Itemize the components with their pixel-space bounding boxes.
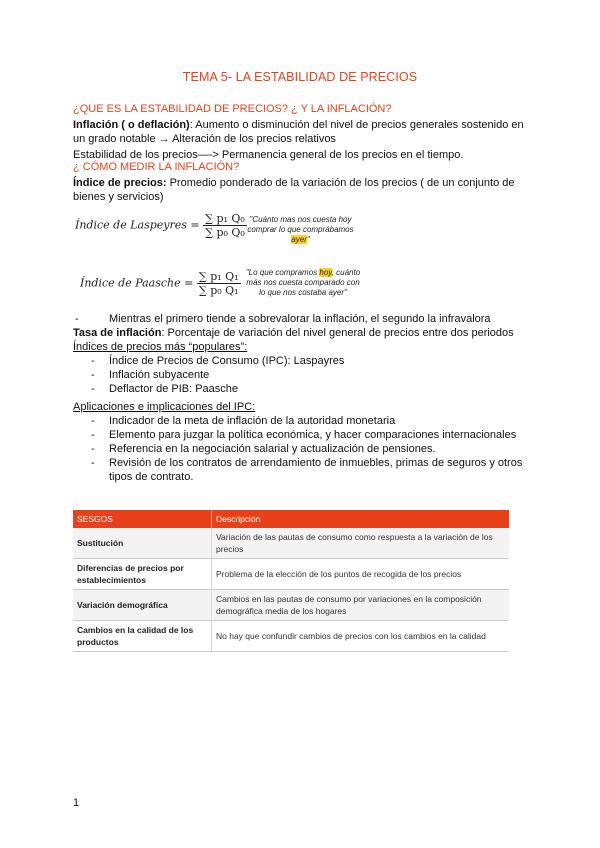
compare-list <box>73 312 543 326</box>
table-cell-description: Variación de las pautas de consumo como respuesta a la variación de los precios <box>212 528 510 559</box>
table-row <box>73 621 509 652</box>
laspeyres-equals: = <box>190 218 200 232</box>
table-header-sesgos: SESGOS <box>73 510 212 528</box>
page-title: TEMA 5- LA ESTABILIDAD DE PRECIOS <box>182 70 418 84</box>
laspeyres-denominator: ∑ p₀ Q₀ <box>205 226 245 239</box>
list-item: - Índice de Precios de Consumo (IPC): Laspayres <box>89 354 529 368</box>
ipc-heading <box>73 400 533 414</box>
table-cell-bias: Diferencias de precios por establecimientos <box>73 559 212 590</box>
table-row <box>73 590 509 621</box>
laspeyres-quote <box>238 215 363 245</box>
table-cell-bias: Sustitución <box>73 528 212 559</box>
laspeyres-formula <box>75 212 247 239</box>
paasche-numerator: ∑ p₁ Q₁ <box>198 270 239 283</box>
laspeyres-quote-line2: comprar lo que comprábamos <box>247 225 354 234</box>
ipc-heading-text: Aplicaciones e implicaciones del IPC: <box>73 401 256 413</box>
table-cell-bias: Cambios en la calidad de los productos <box>73 621 212 652</box>
paasche-quote <box>238 268 368 298</box>
list-item: - Inflación subyacente <box>89 368 529 382</box>
table-cell-description: Problema de la elección de los puntos de recogida de los precios <box>212 559 510 590</box>
table-cell-description: No hay que confundir cambios de precios con los cambios en la calidad <box>212 621 510 652</box>
price-index-def-text: Promedio ponderado de la variación de los precios ( de un conjunto de bienes y servicios) <box>73 177 515 203</box>
page-number: 1 <box>73 797 80 809</box>
paasche-quote-highlight: hoy <box>319 268 332 277</box>
laspeyres-quote-end: " <box>306 235 310 244</box>
question-heading-stability: ¿QUE ES LA ESTABILIDAD DE PRECIOS? ¿ Y LA INFLACIÓN? <box>73 103 392 115</box>
paasche-quote-line3: lo que nos costaba ayer" <box>259 288 347 297</box>
list-item: - Deflactor de PIB: Paasche <box>89 382 529 396</box>
inflation-rate-def-text: : Porcentaje de variación del nivel general de precios entre dos periodos <box>161 327 514 339</box>
question-heading-measure: ¿ CÓMO MEDIR LA INFLACIÓN? <box>73 161 240 173</box>
table-row <box>73 559 509 590</box>
table-row <box>73 528 509 559</box>
list-item: - Referencia en la negociación salarial y actualización de pensiones. <box>89 442 534 456</box>
laspeyres-quote-line3 <box>238 235 363 245</box>
biases-table <box>73 510 509 652</box>
paasche-quote-after: , cuánto <box>331 268 361 277</box>
popular-indices-heading <box>73 340 533 354</box>
popular-indices-list <box>89 354 529 396</box>
table-cell-bias: Variación demográfica <box>73 590 212 621</box>
paasche-fraction <box>197 270 241 297</box>
table-cell-description: Cambios en las pautas de consumo por variaciones en la composición demográfica media de los hogares <box>212 590 510 621</box>
list-item: - Indicador de la meta de inflación de la autoridad monetaria <box>89 414 534 428</box>
stability-definition: Estabilidad de los precios—-> Permanencia general de los precios en el tiempo. <box>73 149 464 161</box>
popular-indices-heading-text: Índices de precios más “populares”: <box>73 341 248 353</box>
paasche-label: Índice de Paasche <box>80 276 181 290</box>
inflation-definition <box>73 118 533 146</box>
ipc-applications-list <box>89 414 534 484</box>
laspeyres-numerator: ∑ p₁ Q₀ <box>205 212 245 225</box>
price-index-term: Índice de precios: <box>73 177 167 189</box>
paasche-formula <box>80 270 241 297</box>
inflation-rate-definition <box>73 326 543 340</box>
laspeyres-quote-line1: "Cuánto mas nos cuesta hoy <box>249 215 352 224</box>
list-item: - Revisión de los contratos de arrendamiento de inmuebles, primas de seguros y otros tipos de contrato. <box>89 456 534 484</box>
laspeyres-label: Índice de Laspeyres <box>75 218 187 232</box>
inflation-term: Inflación ( o deflación) <box>73 119 190 131</box>
paasche-equals: = <box>184 276 194 290</box>
laspeyres-quote-highlight: ayer <box>291 235 307 244</box>
paasche-denominator: ∑ p₀ Q₁ <box>198 284 239 297</box>
paasche-quote-line1 <box>238 268 368 278</box>
list-item: - Mientras el primero tiende a sobrevalorar la inflación, el segundo la infravalora <box>73 312 543 326</box>
inflation-def-text: : Aumento o disminución del nivel de precios generales sostenido en un grado notable → Alteración de los precios relativos <box>73 119 524 145</box>
list-item: - Elemento para juzgar la política económica, y hacer comparaciones internacionales <box>89 428 534 442</box>
paasche-quote-line2: más nos cuesta comparado con <box>246 278 360 287</box>
table-header-descripcion: Descripción <box>212 510 510 528</box>
price-index-definition <box>73 176 533 204</box>
inflation-rate-term: Tasa de inflación <box>73 327 162 339</box>
table-header-row <box>73 510 509 528</box>
paasche-quote-start: "Lo que compramos <box>245 268 320 277</box>
